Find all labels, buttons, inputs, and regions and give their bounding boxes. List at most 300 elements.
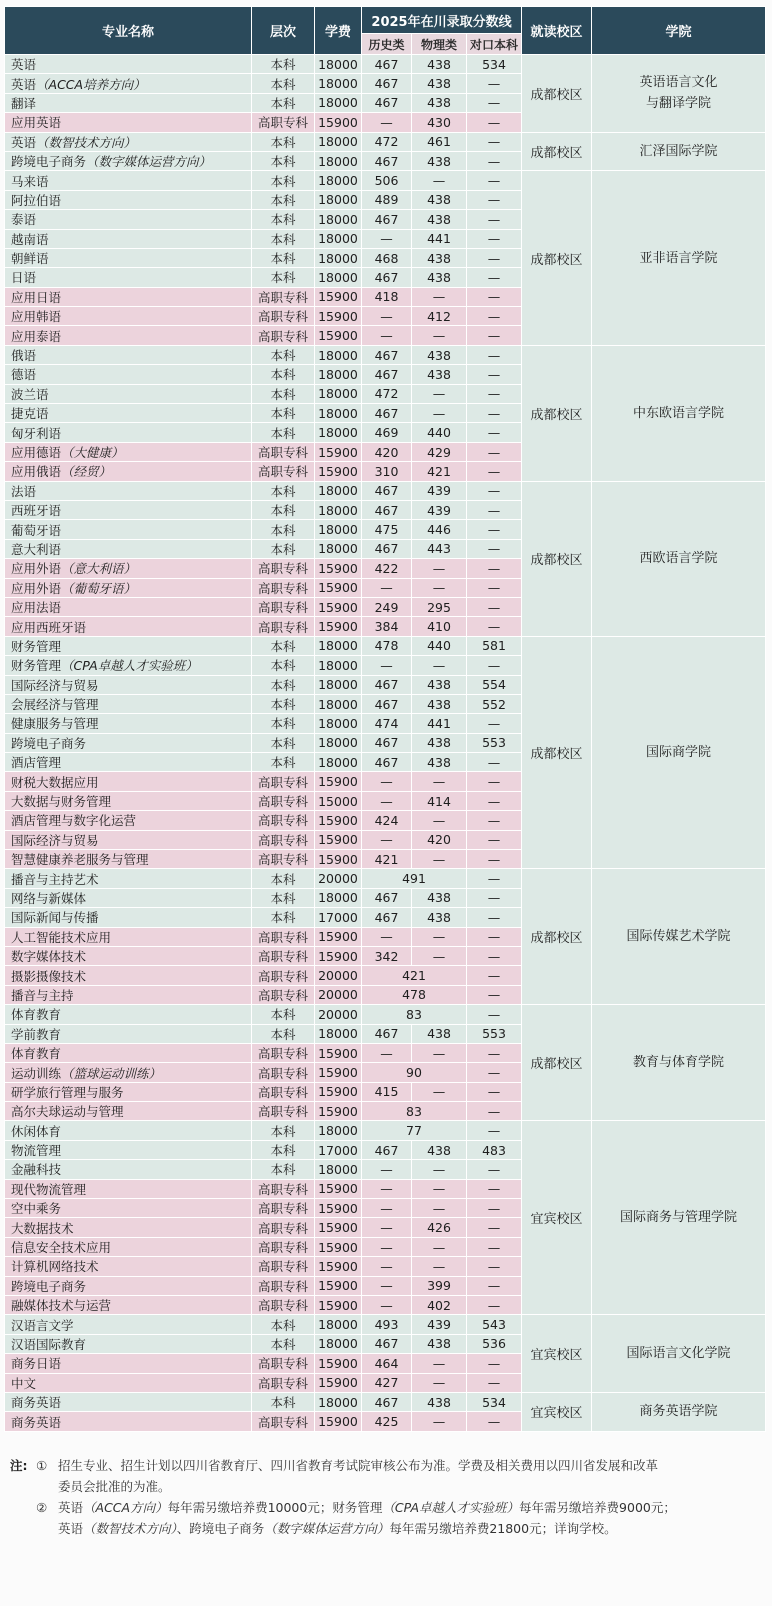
level-cell: 高职专科: [252, 1237, 315, 1256]
fee-cell: 15900: [315, 326, 362, 345]
level-cell: 本科: [252, 500, 315, 519]
major-name: 人工智能技术应用: [11, 929, 112, 945]
history-score-cell: 467: [362, 753, 412, 772]
vocational-score-cell: —: [467, 171, 522, 190]
major-name: 应用英语: [11, 115, 62, 131]
vocational-score-cell: —: [467, 1373, 522, 1392]
level-cell: 本科: [252, 753, 315, 772]
fee-cell: 18000: [315, 500, 362, 519]
physics-score-cell: —: [412, 946, 467, 965]
table-row: [5, 171, 766, 190]
major-name: 休闲体育: [11, 1123, 62, 1139]
fee-cell: 15900: [315, 1296, 362, 1315]
level-cell: 高职专科: [252, 1354, 315, 1373]
physics-score-cell: 439: [412, 500, 467, 519]
physics-score-cell: 438: [412, 345, 467, 364]
header-vocational: 对口本科: [467, 34, 522, 55]
combined-score-cell: 77: [362, 1121, 467, 1140]
major-name: 健康服务与管理: [11, 716, 99, 732]
header-history: 历史类: [362, 34, 412, 55]
major-name-cell: [5, 1179, 252, 1198]
campus-cell: 成都校区: [522, 1005, 592, 1121]
major-note: （经贸）: [61, 464, 112, 480]
physics-score-cell: —: [412, 1082, 467, 1101]
vocational-score-cell: —: [467, 268, 522, 287]
fee-cell: 15000: [315, 791, 362, 810]
level-cell: 高职专科: [252, 1082, 315, 1101]
fee-cell: 15900: [315, 597, 362, 616]
level-cell: 高职专科: [252, 1276, 315, 1295]
vocational-score-cell: —: [467, 442, 522, 461]
physics-score-cell: 410: [412, 617, 467, 636]
vocational-score-cell: —: [467, 830, 522, 849]
major-name-cell: [5, 190, 252, 209]
history-score-cell: —: [362, 1276, 412, 1295]
major-name: 现代物流管理: [11, 1181, 87, 1197]
table-row: [5, 345, 766, 364]
major-name-cell: [5, 753, 252, 772]
campus-cell: 成都校区: [522, 171, 592, 346]
history-score-cell: —: [362, 1237, 412, 1256]
level-cell: 本科: [252, 888, 315, 907]
physics-score-cell: —: [412, 384, 467, 403]
physics-score-cell: —: [412, 1179, 467, 1198]
major-name: 马来语: [11, 173, 49, 189]
major-name: 跨境电子商务: [11, 1278, 87, 1294]
physics-score-cell: —: [412, 811, 467, 830]
major-name: 体育教育: [11, 1046, 62, 1062]
major-name-cell: [5, 1199, 252, 1218]
vocational-score-cell: —: [467, 578, 522, 597]
history-score-cell: 467: [362, 74, 412, 93]
fee-cell: 15900: [315, 1082, 362, 1101]
major-name-cell: [5, 1412, 252, 1431]
physics-score-cell: —: [412, 1257, 467, 1276]
vocational-score-cell: —: [467, 985, 522, 1004]
campus-cell: 成都校区: [522, 869, 592, 1005]
major-name-cell: [5, 636, 252, 655]
major-name: 应用德语: [11, 445, 62, 460]
vocational-score-cell: —: [467, 1237, 522, 1256]
major-name: 国际经济与贸易: [11, 677, 99, 693]
vocational-score-cell: —: [467, 888, 522, 907]
vocational-score-cell: —: [467, 1005, 522, 1024]
major-name: 商务日语: [11, 1356, 62, 1372]
major-name-cell: [5, 694, 252, 713]
fee-cell: 15900: [315, 442, 362, 461]
history-score-cell: —: [362, 772, 412, 791]
level-cell: 本科: [252, 1140, 315, 1159]
fee-cell: 15900: [315, 1043, 362, 1062]
vocational-score-cell: —: [467, 404, 522, 423]
fee-cell: 18000: [315, 481, 362, 500]
major-name: 大数据技术: [11, 1220, 74, 1236]
major-name: 法语: [11, 483, 37, 499]
level-cell: 高职专科: [252, 1102, 315, 1121]
major-name: 匈牙利语: [11, 425, 62, 441]
table-row: [5, 55, 766, 74]
level-cell: 高职专科: [252, 113, 315, 132]
major-name: 网络与新媒体: [11, 890, 87, 906]
major-name: 物流管理: [11, 1143, 62, 1159]
note-1-text: 招生专业、招生计划以四川省教育厅、四川省教育考试院审核公布为准。学费及相关费用以四川省发展和改革: [58, 1458, 659, 1473]
major-name: 大数据与财务管理: [11, 794, 112, 810]
major-name-cell: [5, 1276, 252, 1295]
major-name-cell: [5, 248, 252, 267]
fee-cell: 18000: [315, 753, 362, 772]
history-score-cell: —: [362, 1257, 412, 1276]
major-name-cell: [5, 326, 252, 345]
history-score-cell: —: [362, 656, 412, 675]
physics-score-cell: —: [412, 1354, 467, 1373]
physics-score-cell: 420: [412, 830, 467, 849]
major-name: 应用泰语: [11, 328, 62, 344]
vocational-score-cell: —: [467, 462, 522, 481]
fee-cell: 15900: [315, 1237, 362, 1256]
level-cell: 本科: [252, 733, 315, 752]
fee-cell: 18000: [315, 268, 362, 287]
level-cell: 高职专科: [252, 830, 315, 849]
vocational-score-cell: 553: [467, 733, 522, 752]
history-score-cell: —: [362, 1296, 412, 1315]
combined-score-cell: 491: [362, 869, 467, 888]
major-name-cell: [5, 481, 252, 500]
vocational-score-cell: 552: [467, 694, 522, 713]
history-score-cell: 506: [362, 171, 412, 190]
college-cell: 国际语言文化学院: [592, 1315, 766, 1393]
vocational-score-cell: —: [467, 1043, 522, 1062]
major-name: 融媒体技术与运营: [11, 1298, 112, 1314]
physics-score-cell: 429: [412, 442, 467, 461]
level-cell: 本科: [252, 908, 315, 927]
major-name-cell: [5, 55, 252, 74]
major-name-cell: [5, 442, 252, 461]
major-name: 国际经济与贸易: [11, 832, 99, 848]
major-name: 波兰语: [11, 386, 49, 402]
major-name: 应用法语: [11, 600, 62, 616]
header-college: 学院: [592, 7, 766, 55]
major-name: 运动训练: [11, 1065, 62, 1081]
major-name-cell: [5, 500, 252, 519]
header-fee: 学费: [315, 7, 362, 55]
major-name: 体育教育: [11, 1007, 62, 1023]
physics-score-cell: 438: [412, 74, 467, 93]
major-name: 计算机网络技术: [11, 1259, 99, 1275]
history-score-cell: —: [362, 113, 412, 132]
physics-score-cell: —: [412, 1043, 467, 1062]
fee-cell: 18000: [315, 229, 362, 248]
level-cell: 高职专科: [252, 1296, 315, 1315]
table-row: [5, 636, 766, 655]
major-name: 数字媒体技术: [11, 949, 87, 965]
vocational-score-cell: —: [467, 753, 522, 772]
major-name: 泰语: [11, 212, 37, 228]
combined-score-cell: 478: [362, 985, 467, 1004]
level-cell: 本科: [252, 1005, 315, 1024]
level-cell: 高职专科: [252, 578, 315, 597]
fee-cell: 18000: [315, 1315, 362, 1334]
major-name-cell: [5, 1160, 252, 1179]
major-name: 财税大数据应用: [11, 774, 99, 790]
physics-score-cell: —: [412, 1160, 467, 1179]
vocational-score-cell: —: [467, 365, 522, 384]
history-score-cell: 464: [362, 1354, 412, 1373]
history-score-cell: 249: [362, 597, 412, 616]
fee-cell: 20000: [315, 1005, 362, 1024]
major-name-cell: [5, 1373, 252, 1392]
fee-cell: 15900: [315, 559, 362, 578]
major-name-cell: [5, 1063, 252, 1082]
fee-cell: 15900: [315, 946, 362, 965]
level-cell: 本科: [252, 55, 315, 74]
college-cell: 国际传媒艺术学院: [592, 869, 766, 1005]
history-score-cell: 467: [362, 1334, 412, 1353]
major-name: 信息安全技术应用: [11, 1240, 112, 1256]
history-score-cell: 489: [362, 190, 412, 209]
major-note: （数字媒体运营方向）: [86, 154, 212, 170]
level-cell: 高职专科: [252, 1179, 315, 1198]
history-score-cell: 421: [362, 850, 412, 869]
level-cell: 本科: [252, 132, 315, 151]
physics-score-cell: —: [412, 772, 467, 791]
major-name-cell: [5, 1354, 252, 1373]
history-score-cell: 384: [362, 617, 412, 636]
level-cell: 本科: [252, 714, 315, 733]
vocational-score-cell: —: [467, 1257, 522, 1276]
history-score-cell: —: [362, 1218, 412, 1237]
vocational-score-cell: —: [467, 1063, 522, 1082]
fee-cell: 15900: [315, 287, 362, 306]
college-cell: 中东欧语言学院: [592, 345, 766, 481]
major-name-cell: [5, 1218, 252, 1237]
physics-score-cell: 414: [412, 791, 467, 810]
table-row: [5, 1315, 766, 1334]
history-score-cell: 472: [362, 384, 412, 403]
history-score-cell: 467: [362, 733, 412, 752]
physics-score-cell: 438: [412, 93, 467, 112]
combined-score-cell: 83: [362, 1005, 467, 1024]
major-name: 智慧健康养老服务与管理: [11, 852, 149, 868]
vocational-score-cell: —: [467, 481, 522, 500]
physics-score-cell: 439: [412, 1315, 467, 1334]
history-score-cell: 467: [362, 539, 412, 558]
vocational-score-cell: —: [467, 210, 522, 229]
major-name: 商务英语: [11, 1414, 62, 1430]
level-cell: 高职专科: [252, 559, 315, 578]
history-score-cell: 427: [362, 1373, 412, 1392]
physics-score-cell: 438: [412, 675, 467, 694]
major-name-cell: [5, 985, 252, 1004]
campus-cell: 成都校区: [522, 345, 592, 481]
header-level: 层次: [252, 7, 315, 55]
history-score-cell: —: [362, 578, 412, 597]
major-name: 捷克语: [11, 406, 49, 422]
fee-cell: 18000: [315, 714, 362, 733]
vocational-score-cell: 536: [467, 1334, 522, 1353]
level-cell: 高职专科: [252, 1257, 315, 1276]
vocational-score-cell: —: [467, 1199, 522, 1218]
major-name-cell: [5, 656, 252, 675]
history-score-cell: —: [362, 927, 412, 946]
history-score-cell: 467: [362, 675, 412, 694]
level-cell: 本科: [252, 1315, 315, 1334]
vocational-score-cell: —: [467, 714, 522, 733]
major-name-cell: [5, 423, 252, 442]
level-cell: 本科: [252, 869, 315, 888]
vocational-score-cell: —: [467, 946, 522, 965]
physics-score-cell: 412: [412, 307, 467, 326]
notes-label: 注:: [10, 1458, 28, 1473]
history-score-cell: 467: [362, 500, 412, 519]
major-note: （葡萄牙语）: [61, 580, 137, 596]
physics-score-cell: 461: [412, 132, 467, 151]
level-cell: 高职专科: [252, 1043, 315, 1062]
fee-cell: 15900: [315, 927, 362, 946]
table-row: [5, 132, 766, 151]
level-cell: 本科: [252, 365, 315, 384]
major-name-cell: [5, 578, 252, 597]
physics-score-cell: 438: [412, 190, 467, 209]
major-name: 越南语: [11, 231, 49, 247]
history-score-cell: 467: [362, 404, 412, 423]
fee-cell: 18000: [315, 694, 362, 713]
level-cell: 高职专科: [252, 307, 315, 326]
major-name-cell: [5, 1121, 252, 1140]
history-score-cell: —: [362, 1043, 412, 1062]
physics-score-cell: 441: [412, 229, 467, 248]
physics-score-cell: 441: [412, 714, 467, 733]
major-name-cell: [5, 539, 252, 558]
fee-cell: 15900: [315, 772, 362, 791]
major-name-cell: [5, 287, 252, 306]
fee-cell: 17000: [315, 1140, 362, 1159]
history-score-cell: —: [362, 830, 412, 849]
level-cell: 高职专科: [252, 462, 315, 481]
physics-score-cell: —: [412, 1373, 467, 1392]
combined-score-cell: 90: [362, 1063, 467, 1082]
physics-score-cell: 443: [412, 539, 467, 558]
major-name: 跨境电子商务: [11, 154, 87, 170]
major-name-cell: [5, 830, 252, 849]
physics-score-cell: 438: [412, 248, 467, 267]
note-1-continued: 委员会批准的为准。: [58, 1479, 171, 1494]
table-header: [5, 7, 766, 55]
physics-score-cell: 438: [412, 888, 467, 907]
physics-score-cell: 438: [412, 151, 467, 170]
major-note: （CPA卓越人才实验班）: [61, 658, 198, 674]
physics-score-cell: —: [412, 287, 467, 306]
history-score-cell: 467: [362, 1024, 412, 1043]
major-name: 播音与主持: [11, 987, 74, 1003]
fee-cell: 18000: [315, 93, 362, 112]
major-name-cell: [5, 791, 252, 810]
major-name: 日语: [11, 270, 37, 286]
level-cell: 本科: [252, 656, 315, 675]
physics-score-cell: —: [412, 1237, 467, 1256]
history-score-cell: —: [362, 1179, 412, 1198]
physics-score-cell: 430: [412, 113, 467, 132]
major-name: 空中乘务: [11, 1201, 62, 1217]
header-major: 专业名称: [5, 7, 252, 55]
vocational-score-cell: —: [467, 559, 522, 578]
vocational-score-cell: —: [467, 384, 522, 403]
level-cell: 高职专科: [252, 287, 315, 306]
physics-score-cell: 438: [412, 1024, 467, 1043]
major-name: 跨境电子商务: [11, 735, 87, 751]
fee-cell: 15900: [315, 1199, 362, 1218]
vocational-score-cell: —: [467, 597, 522, 616]
physics-score-cell: —: [412, 927, 467, 946]
major-note: （ACCA培养方向）: [36, 76, 146, 92]
vocational-score-cell: —: [467, 1218, 522, 1237]
vocational-score-cell: —: [467, 1121, 522, 1140]
physics-score-cell: 439: [412, 481, 467, 500]
fee-cell: 15900: [315, 113, 362, 132]
major-name-cell: [5, 1140, 252, 1159]
level-cell: 高职专科: [252, 597, 315, 616]
history-score-cell: 474: [362, 714, 412, 733]
history-score-cell: —: [362, 229, 412, 248]
major-name-cell: [5, 597, 252, 616]
history-score-cell: 467: [362, 210, 412, 229]
major-name-cell: [5, 1334, 252, 1353]
table-row: [5, 481, 766, 500]
history-score-cell: 467: [362, 345, 412, 364]
vocational-score-cell: —: [467, 1296, 522, 1315]
fee-cell: 18000: [315, 1334, 362, 1353]
level-cell: 高职专科: [252, 1412, 315, 1431]
physics-score-cell: 440: [412, 636, 467, 655]
fee-cell: 15900: [315, 1412, 362, 1431]
physics-score-cell: 438: [412, 1140, 467, 1159]
history-score-cell: 467: [362, 1392, 412, 1411]
major-name-cell: [5, 559, 252, 578]
campus-cell: 宜宾校区: [522, 1392, 592, 1431]
major-name-cell: [5, 520, 252, 539]
vocational-score-cell: —: [467, 500, 522, 519]
level-cell: 高职专科: [252, 791, 315, 810]
major-name-cell: [5, 1043, 252, 1062]
vocational-score-cell: —: [467, 326, 522, 345]
fee-cell: 18000: [315, 384, 362, 403]
fee-cell: 15900: [315, 1373, 362, 1392]
history-score-cell: 310: [362, 462, 412, 481]
major-name-cell: [5, 1024, 252, 1043]
vocational-score-cell: —: [467, 791, 522, 810]
physics-score-cell: —: [412, 171, 467, 190]
fee-cell: 18000: [315, 656, 362, 675]
fee-cell: 18000: [315, 733, 362, 752]
level-cell: 本科: [252, 694, 315, 713]
major-name-cell: [5, 675, 252, 694]
history-score-cell: 425: [362, 1412, 412, 1431]
level-cell: 本科: [252, 1121, 315, 1140]
fee-cell: 17000: [315, 908, 362, 927]
vocational-score-cell: —: [467, 966, 522, 985]
fee-cell: 15900: [315, 1179, 362, 1198]
major-name: 研学旅行管理与服务: [11, 1084, 124, 1100]
history-score-cell: —: [362, 791, 412, 810]
level-cell: 本科: [252, 539, 315, 558]
fee-cell: 18000: [315, 1160, 362, 1179]
history-score-cell: 418: [362, 287, 412, 306]
major-name: 摄影摄像技术: [11, 968, 87, 984]
fee-cell: 15900: [315, 830, 362, 849]
physics-score-cell: —: [412, 656, 467, 675]
history-score-cell: 478: [362, 636, 412, 655]
major-name-cell: [5, 772, 252, 791]
vocational-score-cell: 543: [467, 1315, 522, 1334]
